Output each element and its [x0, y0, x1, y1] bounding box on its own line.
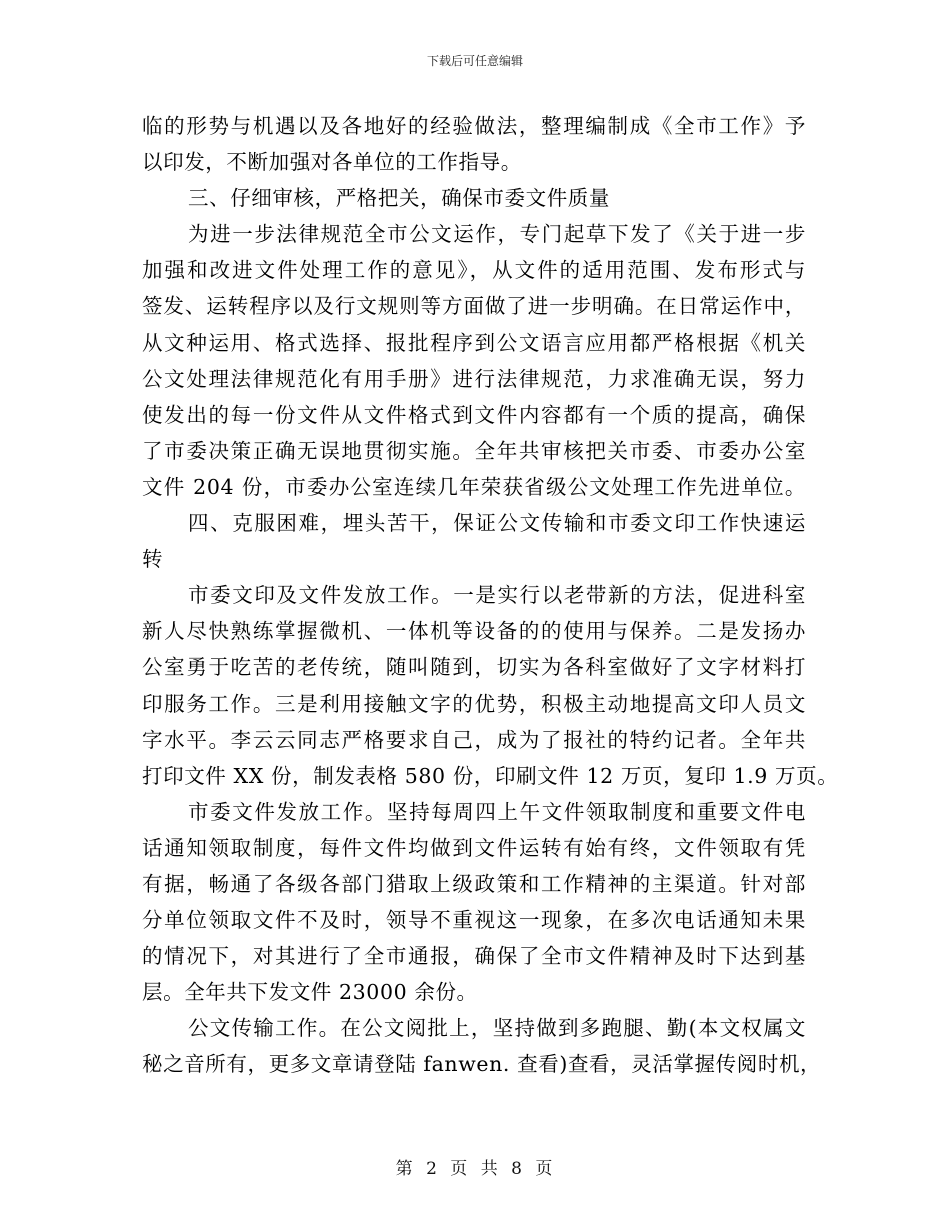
- text-line: 打印文件 XX 份，制发表格 580 份，印刷文件 12 万页，复印 1.9 万页。: [142, 763, 839, 788]
- text-line: 话通知领取制度，每件文件均做到文件运转有始有终，文件领取有凭: [142, 835, 806, 860]
- text-line: 使发出的每一份文件从文件格式到文件内容都有一个质的提高，确保: [142, 402, 806, 427]
- text-line: 印服务工作。三是利用接触文字的优势，积极主动地提高文印人员文: [142, 691, 806, 716]
- text-line: 公室勇于吃苦的老传统，随叫随到，切实为各科室做好了文字材料打: [142, 655, 806, 680]
- text-line: 字水平。李云云同志严格要求自己，成为了报社的特约记者。全年共: [142, 727, 806, 752]
- page-number: 第 2 页 共 8 页: [395, 1159, 555, 1179]
- text-line: 从文种运用、格式选择、报批程序到公文语言应用都严格根据《机关: [142, 330, 806, 355]
- text-line: 的情况下，对其进行了全市通报，确保了全市文件精神及时下达到基: [142, 944, 806, 969]
- text-line: 公文处理法律规范化有用手册》进行法律规范，力求准确无误，努力: [142, 366, 806, 391]
- text-line: 文件 204 份，市委办公室连续几年荣获省级公文处理工作先进单位。: [142, 474, 806, 499]
- text-line: 层。全年共下发文件 23000 余份。: [142, 980, 478, 1005]
- text-line: 市委文件发放工作。坚持每周四上午文件领取制度和重要文件电: [188, 799, 806, 824]
- document-body: [142, 108, 839, 1083]
- text-line: 有据，畅通了各级各部门猎取上级政策和工作精神的主渠道。针对部: [142, 871, 806, 896]
- section-heading: 四、克服困难，埋头苦干，保证公文传输和市委文印工作快速运: [188, 511, 806, 536]
- section-heading: 三、仔细审核，严格把关，确保市委文件质量: [188, 186, 610, 211]
- text-line: 为进一步法律规范全市公文运作，专门起草下发了《关于进一步: [188, 222, 806, 247]
- text-line: 秘之音所有，更多文章请登陆 fanwen. 查看)查看，灵活掌握传阅时机，: [142, 1052, 822, 1077]
- text-line: 公文传输工作。在公文阅批上，坚持做到多跑腿、勤(本文权属文: [188, 1016, 806, 1041]
- page-header-note: 下载后可任意编辑: [426, 54, 523, 68]
- text-line: 加强和改进文件处理工作的意见》，从文件的适用范围、发布形式与: [142, 258, 806, 283]
- section-heading: 转: [142, 547, 164, 572]
- text-line: 签发、运转程序以及行文规则等方面做了进一步明确。在日常运作中，: [142, 294, 806, 319]
- text-line: 新人尽快熟练掌握微机、一体机等设备的的使用与保养。二是发扬办: [142, 619, 806, 644]
- text-line: 市委文印及文件发放工作。一是实行以老带新的方法，促进科室: [188, 583, 806, 608]
- text-line: 临的形势与机遇以及各地好的经验做法，整理编制成《全市工作》予: [142, 114, 806, 138]
- text-line: 以印发，不断加强对各单位的工作指导。: [142, 150, 522, 175]
- text-line: 了市委决策正确无误地贯彻实施。全年共审核把关市委、市委办公室: [142, 438, 806, 463]
- text-line: 分单位领取文件不及时，领导不重视这一现象，在多次电话通知未果: [142, 908, 806, 933]
